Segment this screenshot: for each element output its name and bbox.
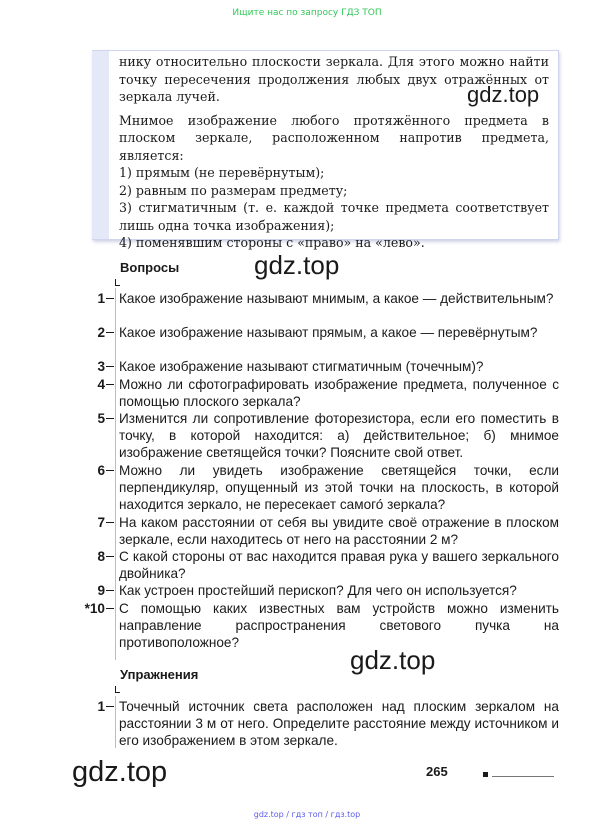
exercises-heading: Упражнения bbox=[120, 667, 199, 682]
question-number: 1 bbox=[97, 291, 105, 306]
watermark-1: gdz.top bbox=[467, 82, 540, 107]
exercises-left-line bbox=[115, 696, 116, 748]
question-text: Как устроен простейший перископ? Для чего он используется? bbox=[119, 583, 517, 598]
theory-box-strip bbox=[92, 51, 109, 239]
question-tick bbox=[106, 522, 114, 523]
question-number: 3 bbox=[97, 359, 105, 374]
watermark-3: gdz.top bbox=[350, 645, 436, 675]
question-number: 8 bbox=[97, 549, 105, 564]
theory-item-4: 4) поменявшим стороны с «право» на «лево». bbox=[119, 235, 425, 250]
theory-item-1: 1) прямым (не перевёрнутым); bbox=[119, 165, 325, 180]
theory-item-2: 2) равным по размерам предмету; bbox=[119, 182, 348, 198]
question-number: *10 bbox=[84, 601, 105, 616]
question-text: С какой стороны от вас находится правая рука у вашего зеркального двойника? bbox=[119, 549, 559, 582]
theory-paragraph-2 bbox=[119, 112, 549, 252]
question-text: На каком расстоянии от себя вы увидите своё отражение в плоском зеркале, если находитесь от него на расстоянии 2 м? bbox=[119, 515, 559, 548]
exercise-tick bbox=[106, 706, 114, 707]
top-banner: Ищите нас по запросу ГДЗ ТОП bbox=[232, 8, 382, 18]
question-tick bbox=[106, 470, 114, 471]
theory-intro: Мнимое изображение любого протяжённого предмета в плоском зеркале, расположенном напротив предмета, является: bbox=[119, 112, 549, 163]
question-number: 9 bbox=[97, 583, 105, 598]
page-number-rule bbox=[492, 776, 554, 777]
questions-heading: Вопросы bbox=[120, 260, 180, 275]
page-number-bullet bbox=[483, 772, 488, 777]
question-tick bbox=[106, 556, 114, 557]
question-number: 4 bbox=[97, 377, 105, 392]
question-number: 2 bbox=[97, 325, 105, 340]
exercises-heading-rule bbox=[115, 686, 120, 693]
question-tick bbox=[106, 418, 114, 419]
exercise-text: Точечный источник света расположен над плоским зеркалом на расстоянии 3 м от него. Определите расстояние между источником и его изображением в этом зеркале. bbox=[119, 699, 559, 749]
question-text: Какое изображение называют прямым, а какое — перевёрнутым? bbox=[119, 325, 538, 340]
bottom-banner: gdz.top / гдз топ / гдз.top bbox=[253, 810, 361, 819]
question-text: Изменится ли сопротивление фоторезистора, если его поместить в точку, в которой находится: а) действительное; б) мнимое изображение светящейся точки? Поясните свой ответ. bbox=[119, 411, 559, 461]
theory-box bbox=[92, 50, 559, 250]
question-tick bbox=[106, 366, 114, 367]
question-number: 6 bbox=[97, 463, 105, 478]
question-text: С помощью каких известных вам устройств можно изменить направление распространения светового пучка на противоположное? bbox=[119, 601, 559, 651]
question-tick bbox=[106, 608, 114, 609]
questions-left-line bbox=[115, 288, 116, 660]
question-tick bbox=[106, 590, 114, 591]
theory-paragraph-1: нику относительно плоскости зеркала. Для этого можно найти точку пересечения продолжения любых двух отражённых от зеркала лучей. bbox=[119, 54, 549, 104]
questions-heading-rule bbox=[115, 279, 120, 286]
question-text: Можно ли увидеть изображение светящейся точки, если перпендикуляр, опущенный из этой точки на плоскость, в которой находится зеркало, не пересекает самого́ зеркала? bbox=[119, 463, 559, 513]
theory-item-3: 3) стигматичным (т. е. каждой точке предмета соответствует лишь одна точка изображения); bbox=[119, 200, 549, 233]
question-text: Какое изображение называют стигматичным (точечным)? bbox=[119, 359, 484, 374]
question-number: 5 bbox=[97, 411, 105, 426]
exercise-number: 1 bbox=[97, 699, 105, 714]
question-tick bbox=[106, 298, 114, 299]
page-number: 265 bbox=[426, 764, 448, 779]
question-number: 7 bbox=[97, 515, 105, 530]
watermark-4: gdz.top bbox=[72, 756, 168, 788]
question-tick bbox=[106, 332, 114, 333]
question-text: Можно ли сфотографировать изображение предмета, полученное с помощью плоского зеркала? bbox=[119, 377, 559, 410]
watermark-2: gdz.top bbox=[254, 250, 340, 280]
question-text: Какое изображение называют мнимым, а какое — действительным? bbox=[119, 291, 554, 306]
question-tick bbox=[106, 384, 114, 385]
